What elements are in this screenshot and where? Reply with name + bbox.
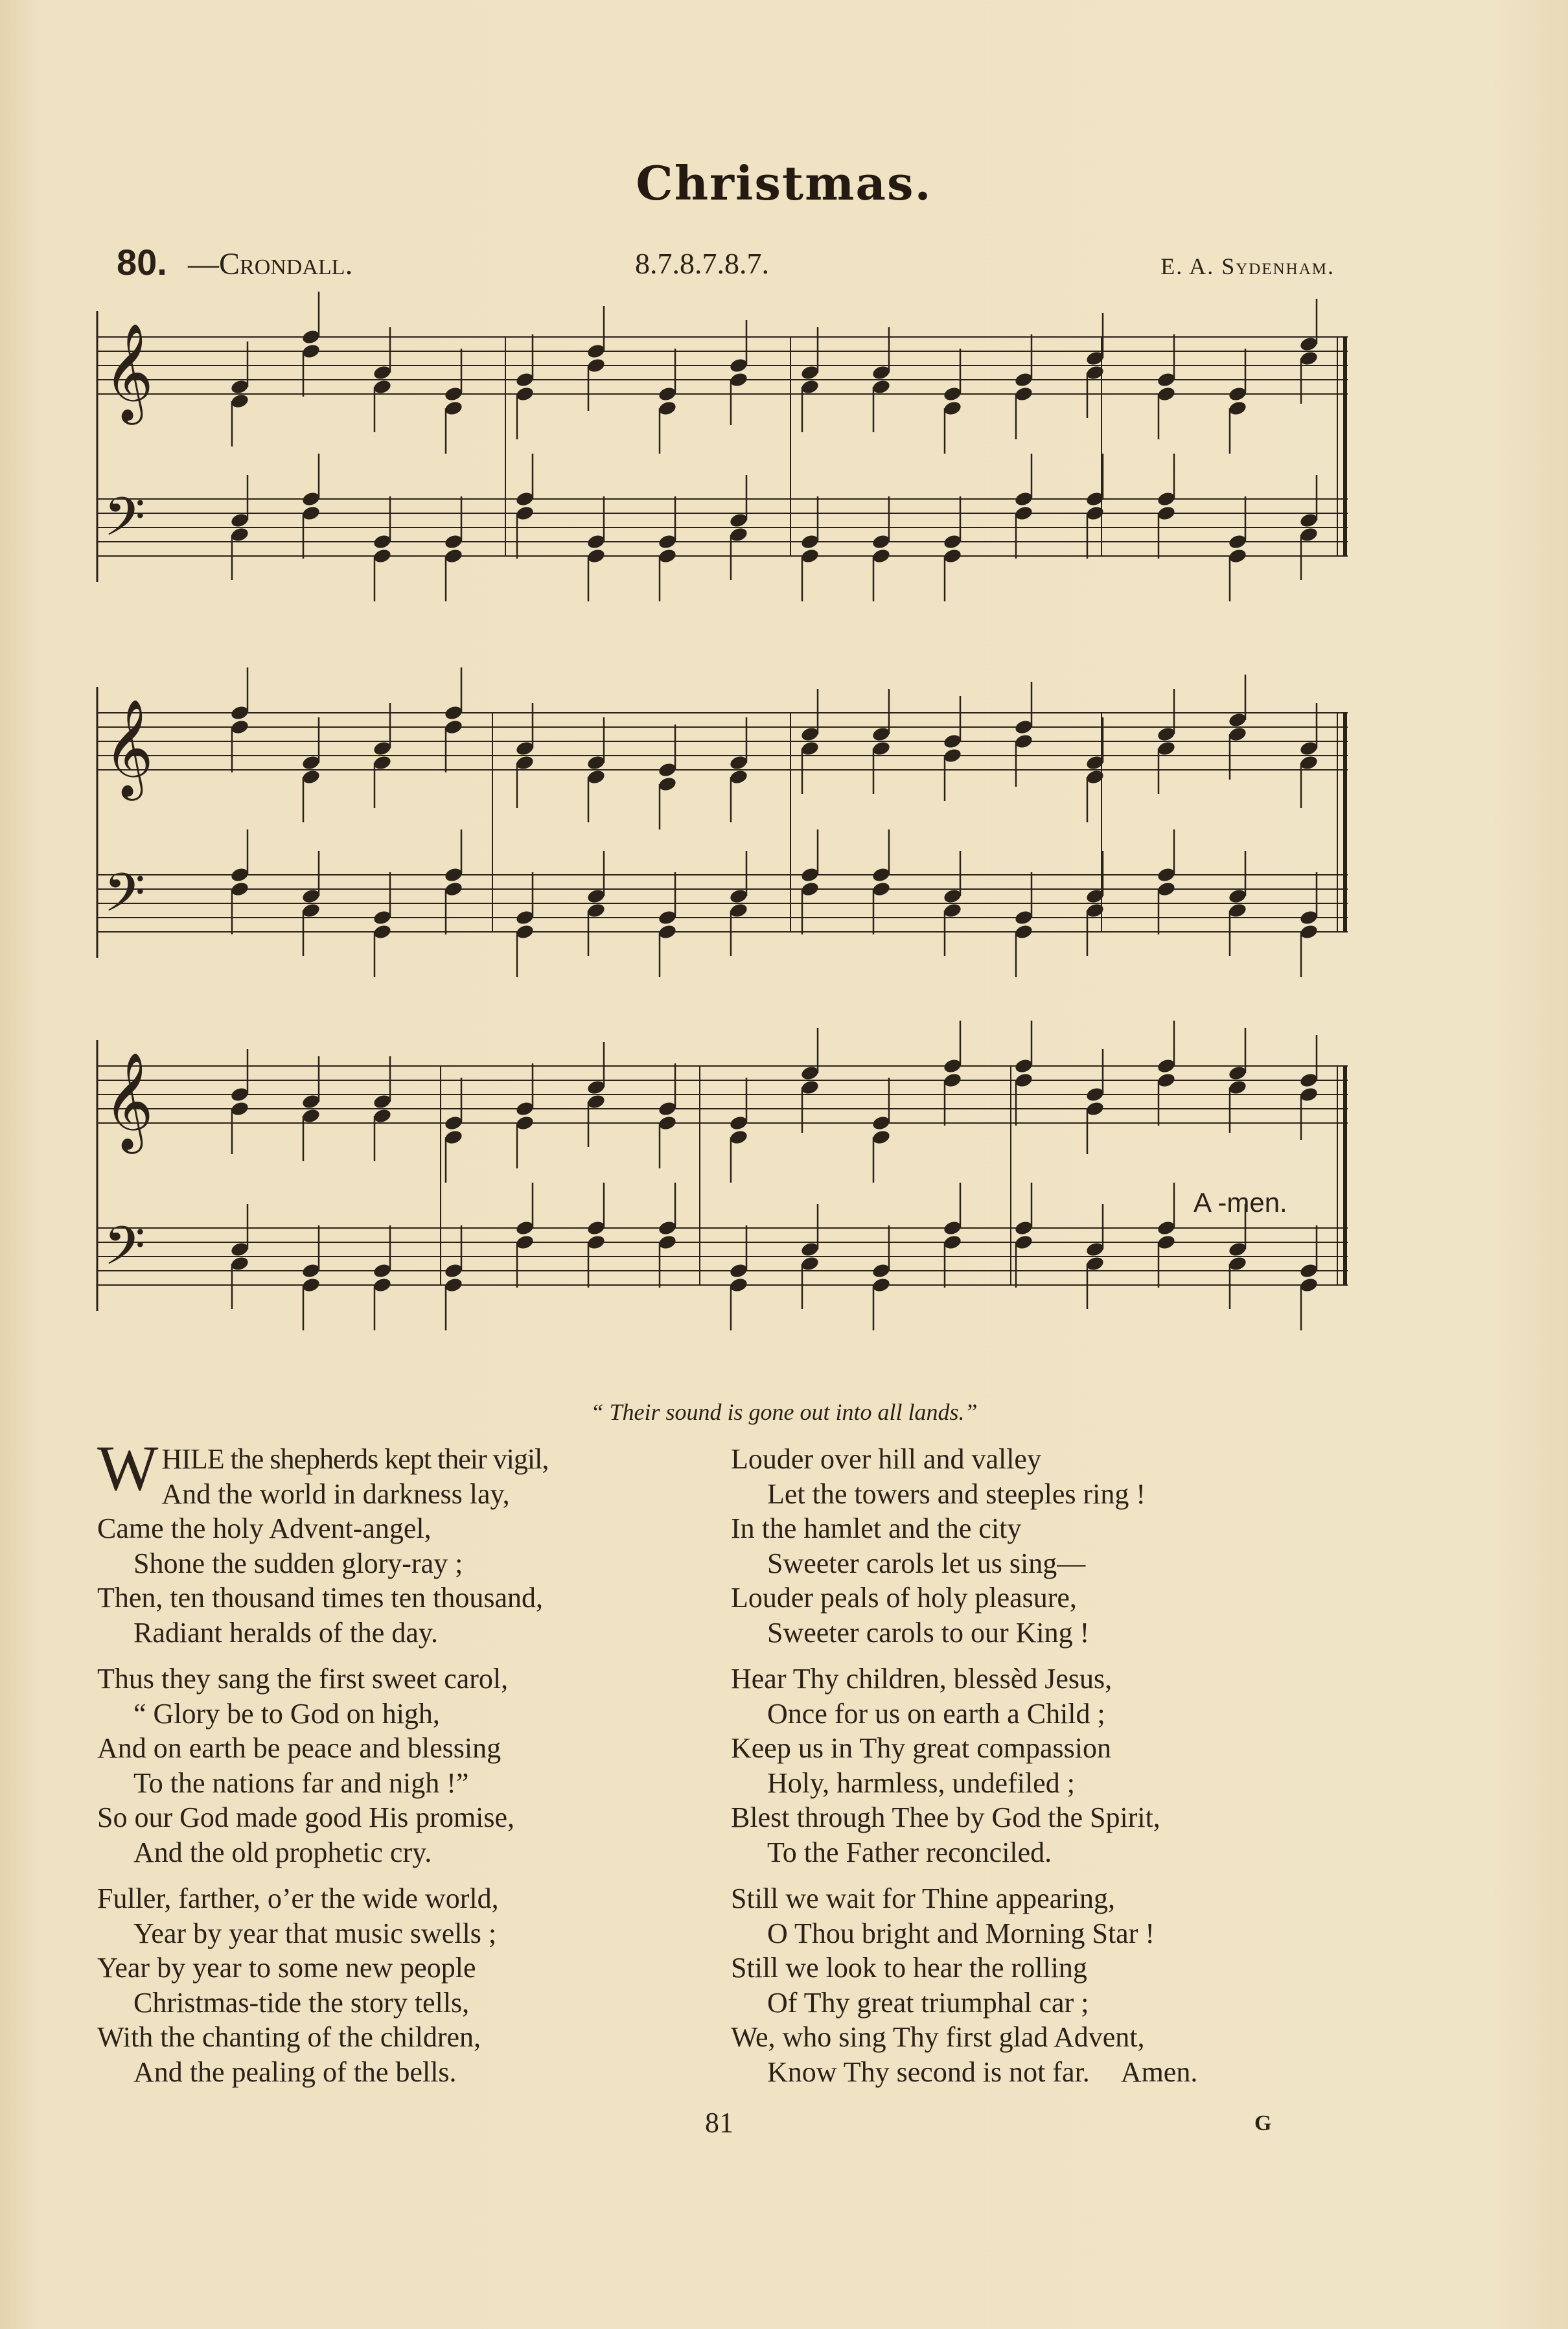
stanza xyxy=(97,1662,706,1870)
notehead xyxy=(658,1234,678,1251)
verse-line xyxy=(731,1697,1353,1732)
verse-text: And the pealing of the bells. xyxy=(133,2056,457,2088)
verse-line xyxy=(97,1697,706,1732)
notehead xyxy=(1299,526,1319,543)
notehead xyxy=(871,378,892,395)
notehead xyxy=(515,505,535,522)
verse-line xyxy=(97,1731,706,1766)
notehead xyxy=(800,740,820,757)
notehead xyxy=(1228,726,1248,743)
notehead xyxy=(658,761,678,778)
notehead xyxy=(444,533,464,550)
notehead xyxy=(301,1277,321,1293)
notehead xyxy=(729,888,749,905)
notehead xyxy=(515,923,535,940)
notehead xyxy=(373,1107,393,1124)
verse-text: Thus they sang the first sweet carol, xyxy=(97,1663,509,1695)
notehead xyxy=(943,548,963,564)
verse-text: Louder peals of holy pleasure, xyxy=(731,1582,1077,1614)
verse-line xyxy=(731,1986,1353,2021)
notehead xyxy=(1228,1079,1248,1096)
verse-line xyxy=(731,1616,1353,1651)
stanza xyxy=(731,1442,1353,1650)
notehead xyxy=(871,364,892,381)
notehead xyxy=(586,1093,606,1110)
verse-line xyxy=(731,1951,1353,1986)
notehead xyxy=(871,1262,892,1279)
notehead xyxy=(800,866,820,883)
verse-line xyxy=(731,2020,1353,2055)
verse-text: Hear Thy children, blessèd Jesus, xyxy=(731,1663,1113,1695)
notehead xyxy=(586,548,606,564)
notehead xyxy=(1228,533,1248,550)
notehead xyxy=(729,1115,749,1131)
notehead xyxy=(729,1262,749,1279)
verse-line xyxy=(731,1800,1353,1835)
notehead xyxy=(1299,350,1319,367)
verse-line xyxy=(97,1800,706,1835)
verse-line xyxy=(97,1511,706,1546)
notehead xyxy=(1014,909,1034,926)
notehead xyxy=(301,769,321,785)
music-score-system-1 xyxy=(91,292,1354,616)
notehead xyxy=(444,866,464,883)
verse-line xyxy=(97,1881,706,1916)
verse-text: And the world in darkness lay, xyxy=(161,1477,510,1510)
notehead xyxy=(444,1115,464,1131)
music-system-1 xyxy=(91,292,1354,616)
notehead xyxy=(230,512,250,529)
notehead xyxy=(943,747,963,764)
verse-text: Sweeter carols let us sing— xyxy=(767,1547,1086,1579)
notehead xyxy=(943,1220,963,1236)
verse-text: And the old prophetic cry. xyxy=(133,1836,432,1868)
notehead xyxy=(373,754,393,771)
notehead xyxy=(729,357,749,374)
verse-line xyxy=(97,1662,706,1697)
notehead xyxy=(1299,1086,1319,1103)
notehead xyxy=(658,533,678,550)
hymn-header xyxy=(117,241,1335,286)
amen-label: A -men. xyxy=(1193,1187,1287,1218)
notehead xyxy=(1085,1241,1105,1258)
bass-clef-icon: 𝄢 xyxy=(104,1214,146,1290)
treble-clef-icon: 𝄞 xyxy=(104,698,154,796)
verse-line xyxy=(731,1835,1353,1870)
verse-line xyxy=(97,1477,706,1512)
notehead xyxy=(1299,1262,1319,1279)
notehead xyxy=(444,400,464,417)
verse-line xyxy=(731,1916,1353,1951)
verse-line xyxy=(97,1766,706,1801)
notehead xyxy=(1014,1058,1034,1074)
drop-cap: W xyxy=(97,1432,158,1504)
notehead xyxy=(515,371,535,388)
verse-text: Sweeter carols to our King ! xyxy=(767,1616,1090,1649)
verse-text: Radiant heralds of the day. xyxy=(133,1616,438,1649)
notehead xyxy=(444,1129,464,1146)
notehead xyxy=(515,1220,535,1236)
notehead xyxy=(373,909,393,926)
notehead xyxy=(729,1129,749,1146)
verse-line xyxy=(97,2020,706,2055)
verse-text: Of Thy great triumphal car ; xyxy=(767,1986,1089,2019)
notehead xyxy=(1085,1086,1105,1103)
notehead xyxy=(800,548,820,564)
verse-text: O Thou bright and Morning Star ! xyxy=(767,1917,1155,1949)
notehead xyxy=(1014,371,1034,388)
hymn-number: 80. xyxy=(117,242,167,283)
treble-clef-icon: 𝄞 xyxy=(104,1051,154,1150)
verse-text: “ Glory be to God on high, xyxy=(133,1697,440,1730)
verse-text: Then, ten thousand times ten thousand, xyxy=(97,1582,543,1614)
notehead xyxy=(1299,336,1319,353)
notehead xyxy=(1299,1072,1319,1089)
notehead xyxy=(800,1255,820,1272)
notehead xyxy=(230,526,250,543)
notehead xyxy=(1299,512,1319,529)
notehead xyxy=(1157,386,1177,402)
notehead xyxy=(515,491,535,507)
notehead xyxy=(1299,909,1319,926)
notehead xyxy=(871,1115,892,1131)
verse-text: In the hamlet and the city xyxy=(731,1512,1022,1544)
music-system-3 xyxy=(91,1021,1354,1358)
notehead xyxy=(800,1241,820,1258)
notehead xyxy=(230,866,250,883)
notehead xyxy=(373,378,393,395)
notehead xyxy=(800,726,820,743)
notehead xyxy=(373,364,393,381)
notehead xyxy=(800,881,820,898)
verse-line xyxy=(731,1881,1353,1916)
notehead xyxy=(943,533,963,550)
notehead xyxy=(301,902,321,919)
notehead xyxy=(943,400,963,417)
notehead xyxy=(800,1065,820,1082)
notehead xyxy=(729,512,749,529)
verse-line xyxy=(731,1477,1353,1512)
notehead xyxy=(515,754,535,771)
bass-clef-icon: 𝄢 xyxy=(104,861,146,937)
notehead xyxy=(658,776,678,793)
stanza xyxy=(731,1881,1353,2089)
notehead xyxy=(230,1241,250,1258)
verse-line xyxy=(731,1581,1353,1616)
notehead xyxy=(301,491,321,507)
notehead xyxy=(871,1277,892,1293)
bass-clef-icon: 𝄢 xyxy=(104,485,146,561)
notehead xyxy=(1228,386,1248,402)
notehead xyxy=(230,393,250,410)
verse-line xyxy=(731,1546,1353,1581)
music-score-system-3 xyxy=(91,1021,1354,1358)
verse-line xyxy=(731,1662,1353,1697)
notehead xyxy=(373,533,393,550)
notehead xyxy=(1299,1277,1319,1293)
notehead xyxy=(658,400,678,417)
verse-text: Still we wait for Thine appearing, xyxy=(731,1883,1116,1914)
composer: E. A. Sydenham. xyxy=(1160,253,1335,279)
notehead xyxy=(729,902,749,919)
notehead xyxy=(1157,740,1177,757)
notehead xyxy=(1014,733,1034,750)
notehead xyxy=(586,1079,606,1096)
notehead xyxy=(1157,726,1177,743)
music-score-system-2 xyxy=(91,667,1354,991)
verse-text: Know Thy second is not far. xyxy=(767,2056,1090,2088)
notehead xyxy=(515,386,535,402)
notehead xyxy=(515,1115,535,1131)
epigraph: “ Their sound is gone out into all lands.” xyxy=(590,1399,978,1425)
verse-text: HILE the shepherds kept their vigil, xyxy=(161,1443,549,1475)
verse-text: We, who sing Thy first glad Advent, xyxy=(731,2021,1145,2053)
notehead xyxy=(943,386,963,402)
notehead xyxy=(586,1234,606,1251)
notehead xyxy=(1157,1220,1177,1236)
verse-line xyxy=(97,1616,706,1651)
page-number: 81 xyxy=(705,2107,733,2138)
tune-name: —Crondall. xyxy=(188,247,353,281)
verse-line xyxy=(97,2055,706,2090)
notehead xyxy=(1299,923,1319,940)
stanza xyxy=(97,1432,706,1650)
notehead xyxy=(800,378,820,395)
notehead xyxy=(729,371,749,388)
notehead xyxy=(444,704,464,721)
verse-text: Let the towers and steeples ring ! xyxy=(767,1477,1146,1510)
notehead xyxy=(444,1277,464,1293)
notehead xyxy=(301,754,321,771)
notehead xyxy=(658,1100,678,1117)
notehead xyxy=(871,881,892,898)
verse-text: Keep us in Thy great compassion xyxy=(731,1732,1111,1764)
verse-text: Once for us on earth a Child ; xyxy=(767,1697,1105,1730)
notehead xyxy=(301,1107,321,1124)
notehead xyxy=(1157,1234,1177,1251)
notehead xyxy=(515,909,535,926)
verse-text: Still we look to hear the rolling xyxy=(731,1952,1087,1984)
notehead xyxy=(1228,548,1248,564)
notehead xyxy=(1228,712,1248,728)
amen-suffix: Amen. xyxy=(1120,2056,1198,2088)
notehead xyxy=(301,329,321,345)
verse-line xyxy=(97,1835,706,1870)
verse-text: Blest through Thee by God the Spirit, xyxy=(731,1802,1160,1833)
notehead xyxy=(373,548,393,564)
notehead xyxy=(658,1220,678,1236)
notehead xyxy=(1157,881,1177,898)
notehead xyxy=(800,1079,820,1096)
notehead xyxy=(871,548,892,564)
notehead xyxy=(1299,754,1319,771)
notehead xyxy=(658,386,678,402)
verse-text: To the Father reconciled. xyxy=(767,1836,1052,1868)
notehead xyxy=(586,533,606,550)
stanza xyxy=(731,1662,1353,1870)
notehead xyxy=(230,704,250,721)
notehead xyxy=(230,1255,250,1272)
notehead xyxy=(943,888,963,905)
notehead xyxy=(1085,1100,1105,1117)
music-system-2 xyxy=(91,667,1354,991)
notehead xyxy=(729,754,749,771)
notehead xyxy=(871,1129,892,1146)
section-title: Christmas. xyxy=(636,156,932,211)
notehead xyxy=(301,505,321,522)
notehead xyxy=(1157,491,1177,507)
notehead xyxy=(444,1262,464,1279)
notehead xyxy=(658,1115,678,1131)
notehead xyxy=(1014,386,1034,402)
notehead xyxy=(871,740,892,757)
verse-text: With the chanting of the children, xyxy=(97,2021,481,2053)
verse-text: Holy, harmless, undefiled ; xyxy=(767,1767,1075,1799)
notehead xyxy=(1228,400,1248,417)
verse-text: Louder over hill and valley xyxy=(731,1443,1041,1475)
notehead xyxy=(515,1234,535,1251)
notehead xyxy=(1157,866,1177,883)
notehead xyxy=(1157,505,1177,522)
notehead xyxy=(230,881,250,898)
notehead xyxy=(800,364,820,381)
notehead xyxy=(729,526,749,543)
notehead xyxy=(444,548,464,564)
notehead xyxy=(943,1072,963,1089)
notehead xyxy=(586,902,606,919)
notehead xyxy=(586,357,606,374)
notehead xyxy=(230,378,250,395)
notehead xyxy=(373,1093,393,1110)
verses-left-column xyxy=(97,1432,706,2101)
verse-line xyxy=(731,1731,1353,1766)
notehead xyxy=(871,533,892,550)
verse-text: Shone the sudden glory-ray ; xyxy=(133,1547,463,1579)
notehead xyxy=(943,733,963,750)
notehead xyxy=(444,386,464,402)
treble-clef-icon: 𝄞 xyxy=(104,322,154,421)
notehead xyxy=(1228,888,1248,905)
notehead xyxy=(800,533,820,550)
signature-mark: G xyxy=(1254,2111,1272,2135)
verse-text: Year by year that music swells ; xyxy=(133,1917,497,1949)
verse-line xyxy=(97,1546,706,1581)
notehead xyxy=(943,1058,963,1074)
notehead xyxy=(1014,491,1034,507)
notehead xyxy=(301,888,321,905)
verse-text: And on earth be peace and blessing xyxy=(97,1732,502,1764)
notehead xyxy=(230,719,250,736)
notehead xyxy=(444,881,464,898)
notehead xyxy=(301,343,321,360)
verse-text: Fuller, farther, o’er the wide world, xyxy=(97,1883,499,1914)
notehead xyxy=(871,866,892,883)
notehead xyxy=(1014,505,1034,522)
notehead xyxy=(1228,1241,1248,1258)
verse-line xyxy=(731,1766,1353,1801)
notehead xyxy=(1157,371,1177,388)
stanza xyxy=(97,1881,706,2089)
notehead xyxy=(230,1100,250,1117)
verse-line xyxy=(97,1986,706,2021)
notehead xyxy=(729,1277,749,1293)
verse-text: To the nations far and nigh !” xyxy=(133,1767,469,1799)
verses-right-column xyxy=(731,1442,1353,2101)
notehead xyxy=(373,1277,393,1293)
notehead xyxy=(373,1262,393,1279)
notehead xyxy=(943,1234,963,1251)
notehead xyxy=(729,769,749,785)
notehead xyxy=(230,1086,250,1103)
notehead xyxy=(1014,923,1034,940)
notehead xyxy=(1157,1072,1177,1089)
verse-text: Christmas-tide the story tells, xyxy=(133,1986,470,2019)
notehead xyxy=(1014,1220,1034,1236)
notehead xyxy=(373,740,393,757)
notehead xyxy=(586,769,606,785)
notehead xyxy=(1228,1255,1248,1272)
notehead xyxy=(444,719,464,736)
verse-text: Year by year to some new people xyxy=(97,1952,476,1984)
notehead xyxy=(1299,740,1319,757)
notehead xyxy=(586,1220,606,1236)
verse-line xyxy=(97,1951,706,1986)
notehead xyxy=(515,1100,535,1117)
verse-line xyxy=(97,1581,706,1616)
notehead xyxy=(586,343,606,360)
notehead xyxy=(515,740,535,757)
notehead xyxy=(1014,1234,1034,1251)
notehead xyxy=(658,923,678,940)
notehead xyxy=(1014,719,1034,736)
verse-text: So our God made good His promise, xyxy=(97,1802,515,1833)
notehead xyxy=(586,754,606,771)
verse-line xyxy=(731,2055,1353,2090)
verse-line xyxy=(731,1442,1353,1477)
notehead xyxy=(943,902,963,919)
verse-line xyxy=(731,1511,1353,1546)
notehead xyxy=(658,548,678,564)
notehead xyxy=(301,1093,321,1110)
notehead xyxy=(301,1262,321,1279)
notehead xyxy=(1014,1072,1034,1089)
notehead xyxy=(586,888,606,905)
meter: 8.7.8.7.8.7. xyxy=(635,247,769,280)
verse-text: Came the holy Advent-angel, xyxy=(97,1512,432,1544)
notehead xyxy=(1157,1058,1177,1074)
notehead xyxy=(1228,902,1248,919)
notehead xyxy=(1228,1065,1248,1082)
notehead xyxy=(658,909,678,926)
notehead xyxy=(871,726,892,743)
notehead xyxy=(373,923,393,940)
notehead xyxy=(1085,1255,1105,1272)
verse-line xyxy=(97,1916,706,1951)
